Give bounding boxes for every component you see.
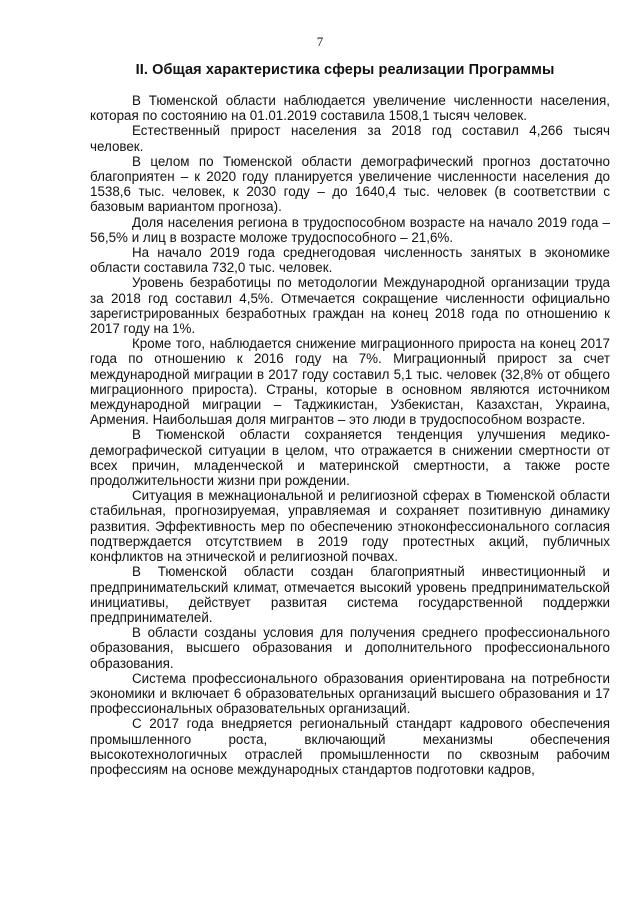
body-text <box>90 93 610 777</box>
page-number: 7 <box>316 34 324 49</box>
paragraph-interethnic-relations: Ситуация в межнациональной и религиозной сферах в Тюменской области стабильная, прогнозируемая, управляемая и сохраняет позитивную динамику развития. Эффективность мер по обеспечению этноконфессионального согласия подтверждается отсутствием в 2019 году протестных акций, публичных конфликтов на этнической и религиозной почвах. <box>90 488 610 565</box>
paragraph-working-age-share: Доля населения региона в трудоспособном возрасте на начало 2019 года – 56,5% и лиц в возрасте моложе трудоспособного – 21,6%. <box>90 214 610 245</box>
paragraph-education-conditions: В области созданы условия для получения среднего профессионального образования, высшего образования и дополнительного профессионального образования. <box>90 625 610 671</box>
paragraph-regional-standard: С 2017 года внедряется региональный стандарт кадрового обеспечения промышленного роста, включающий механизмы обеспечения высокотехнологичных отраслей промышленности по сквозным рабочим профессиям на основе международных стандартов подготовки кадров, <box>90 716 610 777</box>
paragraph-professional-education: Система профессионального образования ориентирована на потребности экономики и включает 6 образовательных организаций высшего образования и 17 профессиональных образовательных организаций. <box>90 670 610 717</box>
paragraph-population: В Тюменской области наблюдается увеличение численности населения, которая по состоянию на 01.01.2019 составила 1508,1 тысяч человек. <box>90 93 610 124</box>
paragraph-medical-demographic: В Тюменской области сохраняется тенденция улучшения медико-демографической ситуации в целом, что отражается в снижении смертности от всех причин, младенческой и материнской смертности, а также росте продолжительности жизни при рождении. <box>90 427 610 489</box>
paragraph-employment: На начало 2019 года среднегодовая численность занятых в экономике области составила 732,0 тыс. человек. <box>90 245 610 276</box>
paragraph-demographic-forecast: В целом по Тюменской области демографический прогноз достаточно благоприятен – к 2020 году планируется увеличение численности населения до 1538,6 тыс. человек, к 2030 году – до 1640,4 тыс. человек (в соответствии с базовым вариантом прогноза). <box>90 153 610 215</box>
section-title: II. Общая характеристика сферы реализации Программы <box>135 62 555 78</box>
paragraph-investment-climate: В Тюменской области создан благоприятный инвестиционный и предпринимательский климат, отмечается высокий уровень предпринимательской инициативы, действует развитая система государственной поддержки предпринимателей. <box>90 564 610 625</box>
paragraph-natural-growth: Естественный прирост населения за 2018 год составил 4,266 тысяч человек. <box>90 123 610 154</box>
paragraph-unemployment: Уровень безработицы по методологии Международной организации труда за 2018 год составил 4,5%. Отмечается сокращение численности официально зарегистрированных безработных граждан на конец 2018 года по отношению к 2017 году на 1%. <box>90 275 610 337</box>
paragraph-migration: Кроме того, наблюдается снижение миграционного прироста на конец 2017 года по отношению к 2016 году на 7%. Миграционный прирост за счет международной миграции в 2017 году составил 5,1 тыс. человек (32,8% от общего миграционного прироста). Страны, которые в основном являются источником международной миграции – Таджикистан, Узбекистан, Казахстан, Украина, Армения. Наибольшая доля мигрантов – это люди в трудоспособном возрасте. <box>90 336 610 428</box>
